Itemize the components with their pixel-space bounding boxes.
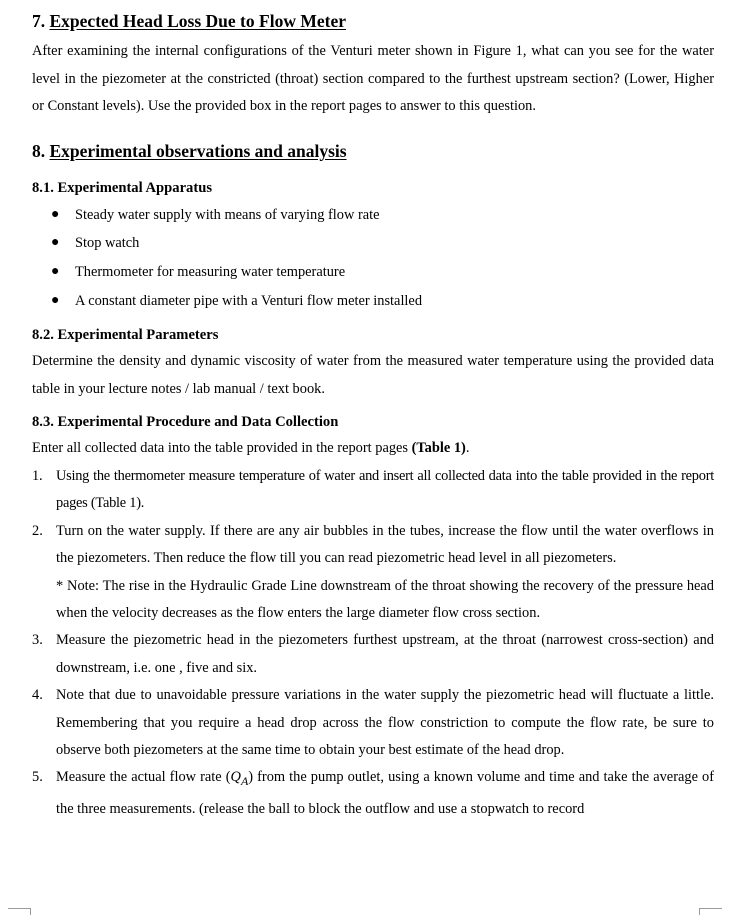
list-item: ● A constant diameter pipe with a Venturi flow meter installed [32,287,714,316]
step-number: 5. [32,769,43,786]
step-text: Turn on the water supply. If there are any air bubbles in the tubes, increase the flow until the water overflows in the piezometers. Then reduce the flow till you can read piezometric head level in all piezometers. [56,522,714,567]
section-8-title: Experimental observations and analysis [49,140,347,161]
section-8-2-paragraph: Determine the density and dynamic viscosity of water from the measured water temperature using the provided data table in your lecture notes / lab manual / text book. [32,353,714,397]
step-number: 3. [32,632,43,649]
step-text: Measure the piezometric head in the piezometers furthest upstream, at the throat (narrowest cross-section) and downstream, i.e. one , five and six. [56,632,714,676]
step-number: 2. [32,522,43,539]
section-7-paragraph: After examining the internal configurations of the Venturi meter shown in Figure 1, what can you see for the water level in the piezometer at the constricted (throat) section compared to the furthest upstream section? (Lower, Higher or Constant levels). Use the provided box in the report pages to answer to this question. [32,43,714,115]
step-text: Measure the actual flow rate $(Q_A)$ from the pump outlet, using a known volume and time and take the average of the three measurements. (release the ball to block the outflow and use a stopwatch to record [56,769,715,817]
step-text: Note that due to unavoidable pressure variations in the water supply the piezometric head will fluctuate a little. Remembering that you require a head drop across the flow constriction to compute the flow rate, be sure to observe both piezometers at the same time to obtain your best estimate of the head drop. [56,687,714,758]
page-corner-marker-left [8,908,31,915]
flow-subscript: A [240,774,249,789]
list-item: ● Steady water supply with means of varying flow rate [32,201,714,230]
flow-symbol: Q [230,769,241,786]
list-item [32,518,714,628]
bullet-icon: ● [51,206,60,222]
section-8-2-heading: 8.2. Experimental Parameters [32,327,219,344]
apparatus-list [32,201,714,315]
section-7-heading [32,8,714,34]
section-8-heading [32,138,714,164]
bullet-icon: ● [51,263,60,279]
section-8-3-intro: Enter all collected data into the table provided in the report pages (Table 1). [32,440,470,457]
list-item [32,627,714,682]
step-number: 1. [32,467,43,484]
procedure-list [32,463,714,823]
section-7-title: Expected Head Loss Due to Flow Meter [49,11,346,31]
bullet-icon: ● [51,235,60,251]
step-text: Using the thermometer measure temperature of water and insert all collected data into the table provided in the report pages (Table 1). [56,467,714,512]
list-item [32,682,714,764]
step-note: * Note: The rise in the Hydraulic Grade Line downstream of the throat showing the recovery of the pressure head when the velocity decreases as the flow enters the large diameter flow cross section. [56,577,714,621]
list-item: ● Thermometer for measuring water temperature [32,258,714,287]
document-page [32,8,714,823]
bullet-icon: ● [51,292,60,308]
list-item [32,463,714,518]
step-number: 4. [32,687,43,704]
section-8-1-heading: 8.1. Experimental Apparatus [32,179,212,196]
section-8-number: 8. [32,140,46,161]
section-7-number: 7. [32,11,46,31]
list-item: ● Stop watch [32,229,714,258]
section-8-3-heading: 8.3. Experimental Procedure and Data Collection [32,414,339,431]
page-corner-marker-right [699,908,722,915]
table-ref: (Table 1) [411,440,466,457]
list-item [32,764,714,823]
